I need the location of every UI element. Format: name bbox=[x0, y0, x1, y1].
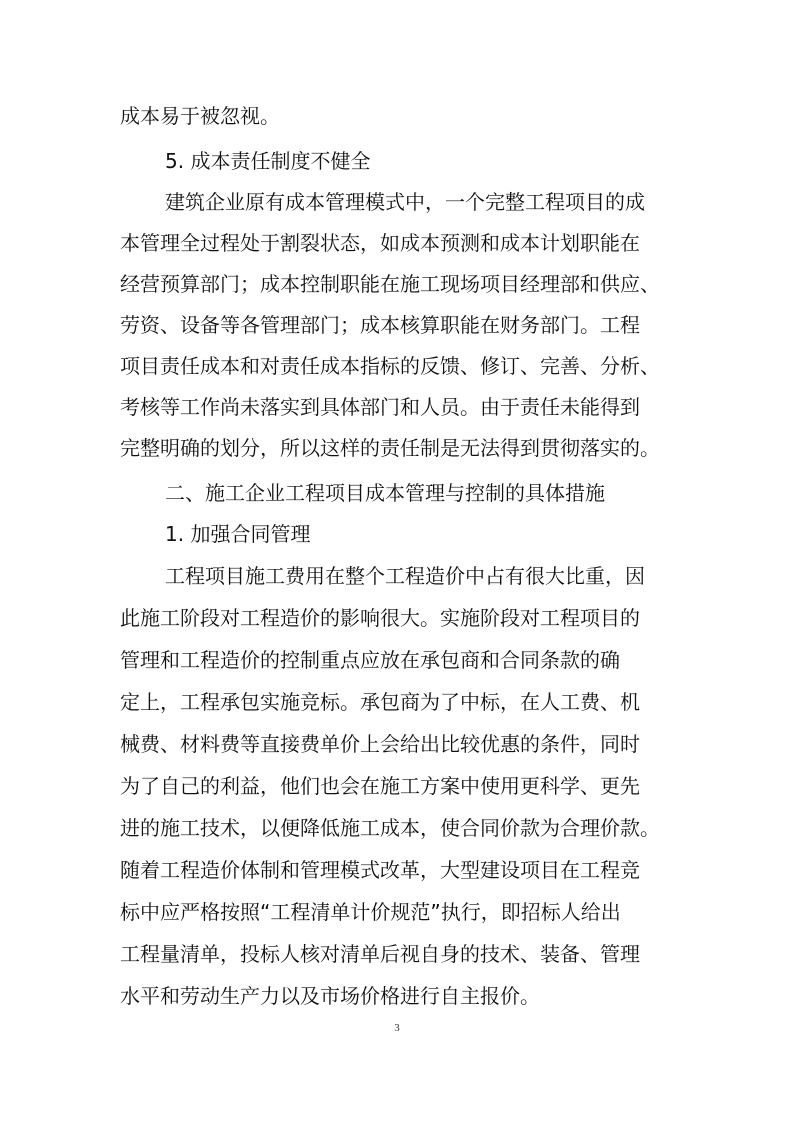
text-line: 经营预算部门；成本控制职能在施工现场项目经理部和供应、 bbox=[120, 272, 660, 296]
text-line: 项目责任成本和对责任成本指标的反馈、修订、完善、分析、 bbox=[120, 354, 660, 378]
text-line: 此施工阶段对工程造价的影响很大。实施阶段对工程项目的 bbox=[120, 606, 640, 630]
text-line: 本管理全过程处于割裂状态，如成本预测和成本计划职能在 bbox=[120, 231, 640, 255]
text-line: 工程量清单，投标人核对清单后视自身的技术、装备、管理 bbox=[120, 942, 640, 966]
text-line: 管理和工程造价的控制重点应放在承包商和合同条款的确 bbox=[120, 648, 620, 672]
text-line: 随着工程造价体制和管理模式改革，大型建设项目在工程竞 bbox=[120, 858, 640, 882]
text-line: 考核等工作尚未落实到具体部门和人员。由于责任未能得到 bbox=[120, 395, 640, 419]
text-line: 劳资、设备等各管理部门；成本核算职能在财务部门。工程 bbox=[120, 313, 640, 337]
text-line: 成本易于被忽视。 bbox=[120, 104, 280, 128]
text-line: 械费、材料费等直接费单价上会给出比较优惠的条件，同时 bbox=[120, 732, 640, 756]
text-line: 进的施工技术，以便降低施工成本，使合同价款为合理价款。 bbox=[120, 816, 660, 840]
page-number: 3 bbox=[394, 1022, 400, 1034]
text-line: 建筑企业原有成本管理模式中，一个完整工程项目的成 bbox=[165, 190, 645, 214]
section-heading: 5. 成本责任制度不健全 bbox=[165, 149, 371, 173]
section-heading: 1. 加强合同管理 bbox=[165, 522, 311, 546]
section-heading: 二、施工企业工程项目成本管理与控制的具体措施 bbox=[165, 481, 605, 505]
text-line: 标中应严格按照“工程清单计价规范”执行，即招标人给出 bbox=[120, 900, 621, 924]
text-line: 工程项目施工费用在整个工程造价中占有很大比重，因 bbox=[165, 564, 645, 588]
text-line: 水平和劳动生产力以及市场价格进行自主报价。 bbox=[120, 984, 540, 1008]
text-line: 完整明确的划分，所以这样的责任制是无法得到贯彻落实的。 bbox=[120, 436, 660, 460]
text-line: 定上，工程承包实施竞标。承包商为了中标，在人工费、机 bbox=[120, 690, 640, 714]
text-line: 为了自己的利益，他们也会在施工方案中使用更科学、更先 bbox=[120, 774, 640, 798]
